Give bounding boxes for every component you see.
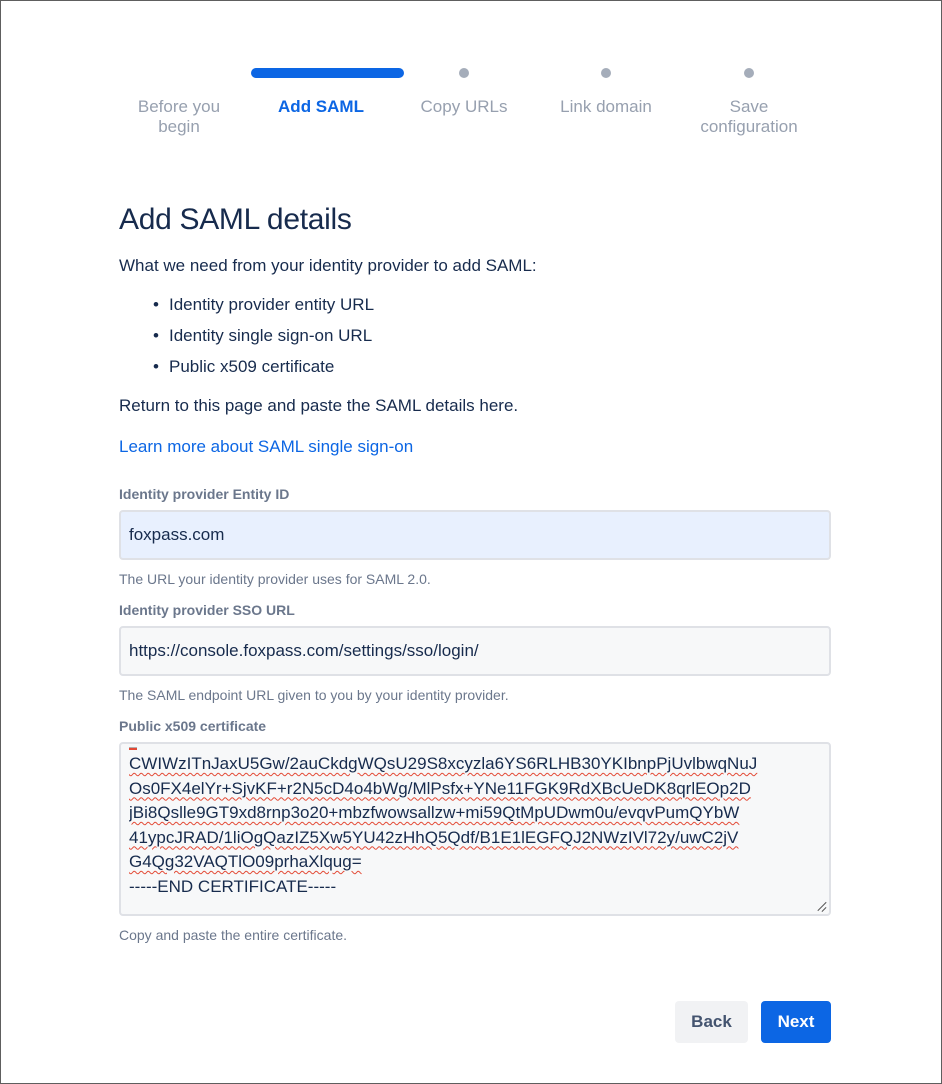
certificate-line: -----END CERTIFICATE----- <box>129 876 337 896</box>
step-label-line: Save <box>729 97 769 116</box>
page-title: Add SAML details <box>119 203 352 236</box>
sso-url-label: Identity provider SSO URL <box>119 602 295 618</box>
certificate-line: CWIWzITnJaxU5Gw/2auCkdgWQsU29S8xcyzla6YS6RLHB30YKIbnpPjUvlbwqNuJ <box>129 754 758 773</box>
step-link-domain <box>536 65 676 117</box>
progress-stepper <box>101 65 821 155</box>
sso-url-field-group <box>119 601 831 704</box>
sso-url-helper: The SAML endpoint URL given to you by your identity provider. <box>119 687 509 703</box>
step-add-saml <box>251 65 391 117</box>
step-copy-urls <box>394 65 534 117</box>
step-label <box>394 97 534 117</box>
step-label <box>536 97 676 117</box>
return-instructions: Return to this page and paste the SAML details here. <box>119 396 519 415</box>
certificate-line: G4Qg32VAQTlO09prhaXlqug= <box>129 852 362 871</box>
entity-id-helper: The URL your identity provider uses for SAML 2.0. <box>119 571 431 587</box>
step-label-line: configuration <box>700 117 798 136</box>
step-dot <box>744 68 754 78</box>
step-before-you-begin <box>109 65 249 137</box>
certificate-textarea[interactable] <box>119 742 831 916</box>
entity-id-input[interactable]: foxpass.com <box>119 510 831 560</box>
step-label-line: Copy URLs <box>420 97 508 116</box>
learn-more-link[interactable]: Learn more about SAML single sign-on <box>119 437 414 456</box>
step-save-configuration <box>679 65 819 137</box>
certificate-line: 41ypcJRAD/1liOgQazIZ5Xw5YU42zHhQ5Qdf/B1E1lEGFQJ2NWzIVl72y/uwC2jV <box>129 827 739 847</box>
certificate-line: Os0FX4elYr+SjvKF+r2N5cD4o4bWg/MlPsfx+YNe11FGK9RdXBcUeDK8qrlEOp2D <box>129 778 751 798</box>
main-content <box>119 201 831 458</box>
step-dot <box>459 68 469 78</box>
intro-text: What we need from your identity provider to add SAML: <box>119 256 537 275</box>
back-button[interactable]: Back <box>675 1001 748 1043</box>
step-dot <box>601 68 611 78</box>
step-label-line: Link domain <box>560 97 652 116</box>
certificate-label: Public x509 certificate <box>119 718 267 734</box>
step-label <box>679 97 819 137</box>
step-label-line: Add SAML <box>278 97 364 116</box>
list-item: • Identity provider entity URL <box>169 289 831 320</box>
certificate-line: jBi8Qslle9GT9xd8rnp3o20+mbzfwowsallzw+mi59QtMpUDwm0u/evqvPumQYbW <box>129 803 740 822</box>
list-item: • Identity single sign-on URL <box>169 320 831 351</box>
next-button[interactable]: Next <box>761 1001 831 1043</box>
resize-handle-icon[interactable] <box>815 900 827 912</box>
step-label <box>251 97 391 117</box>
sso-url-input[interactable]: https://console.foxpass.com/settings/sso/login/ <box>119 626 831 676</box>
step-label-line: Before you <box>137 97 221 116</box>
certificate-field-group <box>119 717 831 944</box>
step-label <box>109 97 249 137</box>
entity-id-label: Identity provider Entity ID <box>119 486 290 502</box>
requirements-list <box>119 289 831 382</box>
list-item: • Public x509 certificate <box>169 351 831 382</box>
entity-id-field-group <box>119 485 831 588</box>
step-active-indicator <box>251 68 404 78</box>
certificate-helper: Copy and paste the entire certificate. <box>119 927 348 943</box>
step-label-line: begin <box>158 117 200 136</box>
